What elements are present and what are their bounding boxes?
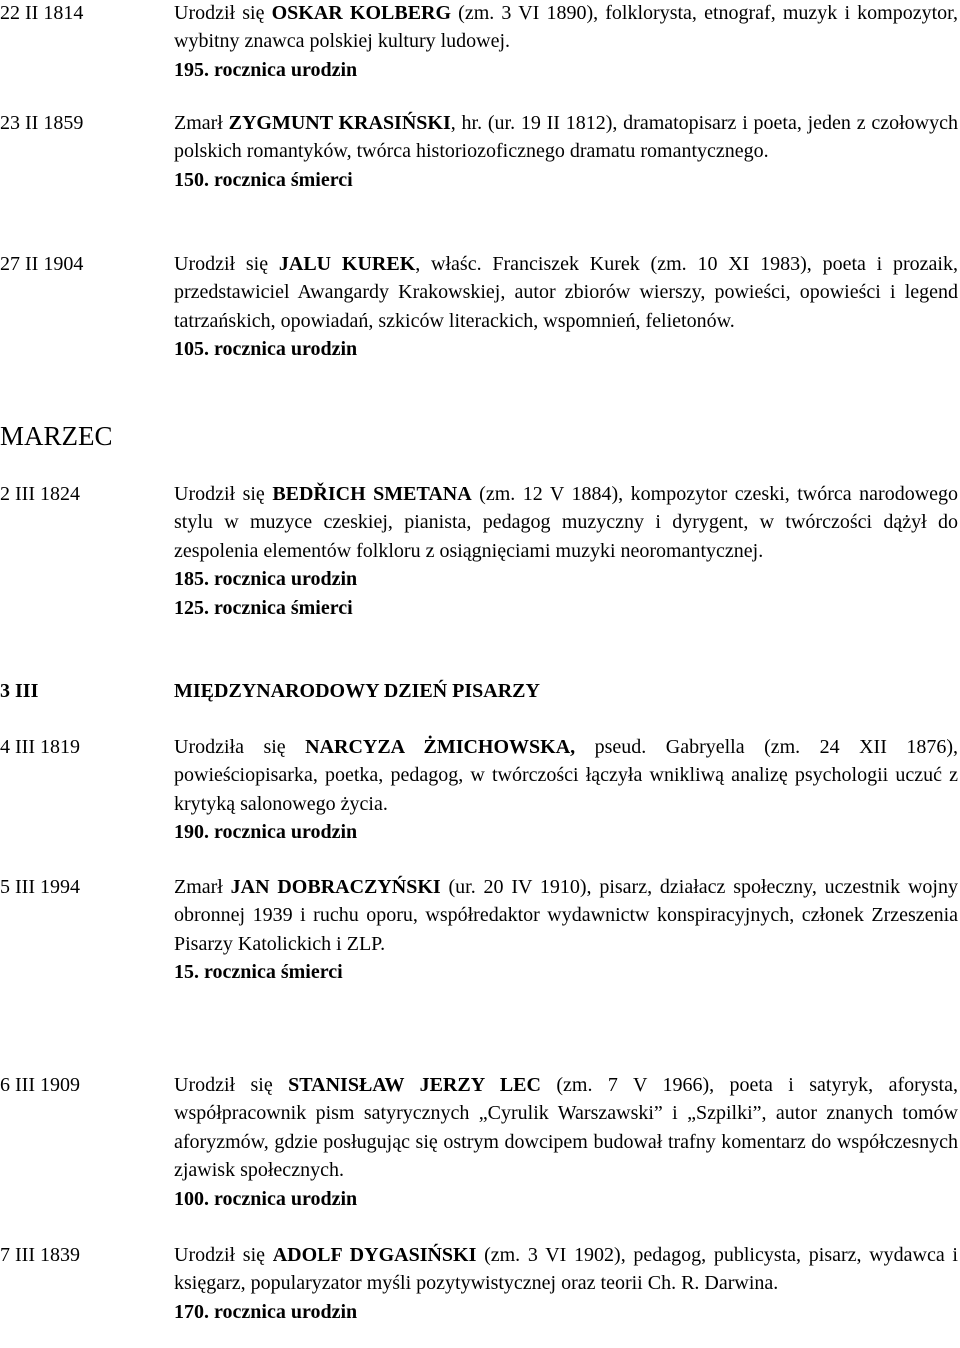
entry-description: (zm. 3 VI 1902), pedagog, publicysta, pisarz, wydawca i księgarz, popularyzator myśli pozytywistycznej oraz teorii Ch. R. Darwina. xyxy=(174,1244,958,1295)
person-name: JAN DOBRACZYŃSKI xyxy=(230,876,441,898)
person-name: BEDŘICH SMETANA xyxy=(272,483,472,505)
observance-title: MIĘDZYNARODOWY DZIEŃ PISARZY xyxy=(174,680,540,702)
anniversary-label: 195. rocznica urodzin xyxy=(174,58,358,81)
entry-intro: Urodził się xyxy=(174,1074,289,1096)
entry-text xyxy=(174,250,958,364)
anniversary-label: 190. rocznica urodzin xyxy=(174,821,358,844)
month-heading: MARZEC xyxy=(0,421,113,451)
entry-description: (zm. 7 V 1966), poeta i satyryk, aforysta, współpracownik pism satyrycznych „Cyrulik Warszawski” i „Szpilki”, autor znanych tomów aforyzmów, gdzie posługując się ostrym dowcipem budował trafny komentarz do współczesnych zjawisk społecznych. xyxy=(174,1074,958,1182)
entry-date: 5 III 1994 xyxy=(0,876,80,898)
entry-date: 4 III 1819 xyxy=(0,736,80,758)
entry-intro: Urodził się xyxy=(174,483,273,505)
anniversary-label: 15. rocznica śmierci xyxy=(174,961,343,984)
entry-text xyxy=(174,873,958,987)
anniversary-label: 170. rocznica urodzin xyxy=(174,1300,358,1323)
entry-text xyxy=(174,733,958,847)
entry-intro: Urodziła się xyxy=(174,736,306,758)
entry-date: 3 III xyxy=(0,680,39,702)
anniversary-label: 100. rocznica urodzin xyxy=(174,1187,358,1210)
person-name: JALU KUREK xyxy=(278,253,416,275)
entry-date: 2 III 1824 xyxy=(0,483,80,505)
anniversary-label: 125. rocznica śmierci xyxy=(174,596,353,619)
entry-intro: Urodził się xyxy=(174,2,272,24)
anniversary-label: 185. rocznica urodzin xyxy=(174,568,358,591)
entry-description: , hr. (ur. 19 II 1812), dramatopisarz i poeta, jeden z czołowych polskich romantyków, twórca historiozoficznego dramatu romantycznego. xyxy=(174,112,958,163)
entry-description: , właśc. Franciszek Kurek (zm. 10 XI 1983), poeta i prozaik, przedstawiciel Awangardy Krakowskiej, autor zbiorów wierszy, powieści, opowieści i legend tatrzańskich, opowiadań, szkiców literackich, wspomnień, felietonów. xyxy=(174,253,958,332)
entry-date: 6 III 1909 xyxy=(0,1074,80,1096)
entry-date: 22 II 1814 xyxy=(0,2,84,24)
entry-intro: Zmarł xyxy=(174,876,231,898)
entry-text xyxy=(174,0,958,84)
entry-intro: Zmarł xyxy=(174,112,229,134)
anniversary-label: 150. rocznica śmierci xyxy=(174,168,353,191)
entry-date: 23 II 1859 xyxy=(0,112,84,134)
entry-date: 7 III 1839 xyxy=(0,1244,80,1266)
entry-text xyxy=(174,109,958,194)
entry-text xyxy=(174,1241,958,1326)
person-name: ADOLF DYGASIŃSKI xyxy=(272,1244,477,1266)
entry-text xyxy=(174,1071,958,1213)
entry-description: (ur. 20 IV 1910), pisarz, działacz społeczny, uczestnik wojny obronnej 1939 i ruchu oporu, współredaktor wydawnictw konspiracyjnych, członek Zrzeszenia Pisarzy Katolickich i ZLP. xyxy=(174,876,958,955)
entry-description: pseud. Gabryella (zm. 24 XII 1876), powieściopisarka, poetka, pedagog, w twórczości łączyła wnikliwą analizę psychologii uczuć z krytyką salonowego życia. xyxy=(174,736,958,815)
person-name: OSKAR KOLBERG xyxy=(271,2,452,24)
entry-date: 27 II 1904 xyxy=(0,253,84,275)
entry-description: (zm. 3 VI 1890), folklorysta, etnograf, muzyk i kompozytor, wybitny znawca polskiej kultury ludowej. xyxy=(174,2,958,53)
entry-text xyxy=(174,480,958,622)
person-name: NARCYZA ŻMICHOWSKA, xyxy=(305,736,576,758)
entry-intro: Urodził się xyxy=(174,253,279,275)
person-name: STANISŁAW JERZY LEC xyxy=(288,1074,541,1096)
anniversary-label: 105. rocznica urodzin xyxy=(174,338,358,361)
entry-text xyxy=(174,677,958,705)
entry-description: (zm. 12 V 1884), kompozytor czeski, twórca narodowego stylu w muzyce czeskiej, pianista, pedagog muzyczny i dyrygent, w twórczości dążył do zespolenia elementów folkloru z osiągnięciami muzyki neoromantycznej. xyxy=(174,483,959,562)
entry-intro: Urodził się xyxy=(174,1244,273,1266)
person-name: ZYGMUNT KRASIŃSKI xyxy=(228,112,451,134)
